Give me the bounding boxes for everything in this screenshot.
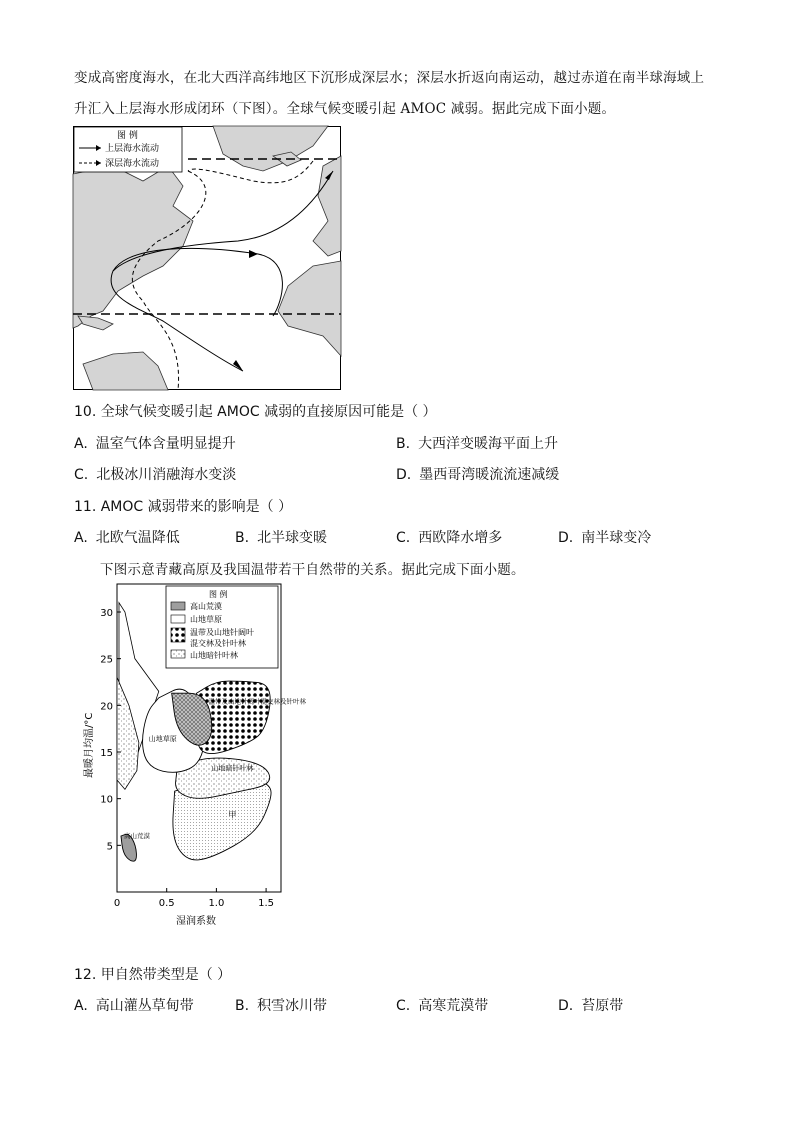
question-11-stem: 11. AMOC 减弱带来的影响是（ ） <box>74 499 293 515</box>
map-legend-upper: 上层海水流动 <box>105 144 160 154</box>
y-axis-label: 最暖月均温/°C <box>84 712 95 778</box>
q10-option-b[interactable]: B. 大西洋变暖海平面上升 <box>396 436 559 452</box>
region-label-jia: 甲 <box>228 810 237 820</box>
region-label-steppe: 山地草原 <box>148 734 177 743</box>
q12-option-c[interactable]: C. 高寒荒漠带 <box>396 998 489 1014</box>
y-tick-label-5: 30 <box>100 608 113 619</box>
q12-option-a[interactable]: A. 高山灌丛草甸带 <box>74 998 194 1014</box>
y-tick-label-2: 15 <box>100 748 113 759</box>
region-label-desert: 高山荒漠 <box>123 831 150 840</box>
region-label-taiga: 山地暗针叶林 <box>211 764 254 773</box>
legend-item-desert: 高山荒漠 <box>190 602 222 611</box>
x-tick-label-1: 0.5 <box>158 898 175 909</box>
legend-item-forest-2: 混交林及针叶林 <box>190 639 246 648</box>
intro-line-2: 升汇入上层海水形成闭环（下图）。全球气候变暖引起 AMOC 减弱。据此完成下面小题。 <box>74 101 616 117</box>
amoc-map <box>73 126 341 390</box>
q11-option-b[interactable]: B. 北半球变暖 <box>235 530 328 546</box>
x-tick-label-0: 0 <box>113 898 121 909</box>
y-tick-label-3: 20 <box>100 701 113 713</box>
q11-option-c[interactable]: C. 西欧降水增多 <box>396 530 503 546</box>
q12-option-b[interactable]: B. 积雪冰川带 <box>235 998 328 1014</box>
q10-option-a[interactable]: A. 温室气体含量明显提升 <box>74 436 236 452</box>
y-tick-label-1: 10 <box>100 794 113 806</box>
intro-line-1: 变成高密度海水，在北大西洋高纬地区下沉形成深层水；深层水折返向南运动，越过赤道在南半球海域上 <box>74 70 705 86</box>
question-10-stem: 10. 全球气候变暖引起 AMOC 减弱的直接原因可能是（ ） <box>74 404 437 420</box>
x-tick-label-3: 1.5 <box>258 898 275 909</box>
legend-item-taiga: 山地暗针叶林 <box>190 651 238 660</box>
legend-item-steppe: 山地草原 <box>190 615 222 624</box>
q11-option-d[interactable]: D. 南半球变冷 <box>558 530 652 546</box>
x-axis-label: 湿润系数 <box>176 916 216 927</box>
question-12-stem: 12. 甲自然带类型是（ ） <box>74 967 232 983</box>
region-label-forest: 温带及山地针阔叶混交林及针叶林 <box>208 697 306 706</box>
legend-item-forest-1: 温带及山地针阔叶 <box>190 628 254 637</box>
q10-option-c[interactable]: C. 北极冰川消融海水变淡 <box>74 467 237 483</box>
map-legend-deep: 深层海水流动 <box>105 159 160 169</box>
chart-legend-title: 图 例 <box>209 590 228 599</box>
q10-option-d[interactable]: D. 墨西哥湾暖流流速减缓 <box>396 467 560 483</box>
y-tick-label-4: 25 <box>100 654 113 666</box>
natural-zone-chart <box>78 578 306 928</box>
y-tick-label-0: 5 <box>106 841 113 853</box>
map-legend-title: 图 例 <box>117 131 138 141</box>
q11-option-a[interactable]: A. 北欧气温降低 <box>74 530 180 546</box>
intro-chart: 下图示意青藏高原及我国温带若干自然带的关系。据此完成下面小题。 <box>100 562 525 578</box>
q12-option-d[interactable]: D. 苔原带 <box>558 998 624 1014</box>
x-tick-label-2: 1.0 <box>208 898 225 909</box>
